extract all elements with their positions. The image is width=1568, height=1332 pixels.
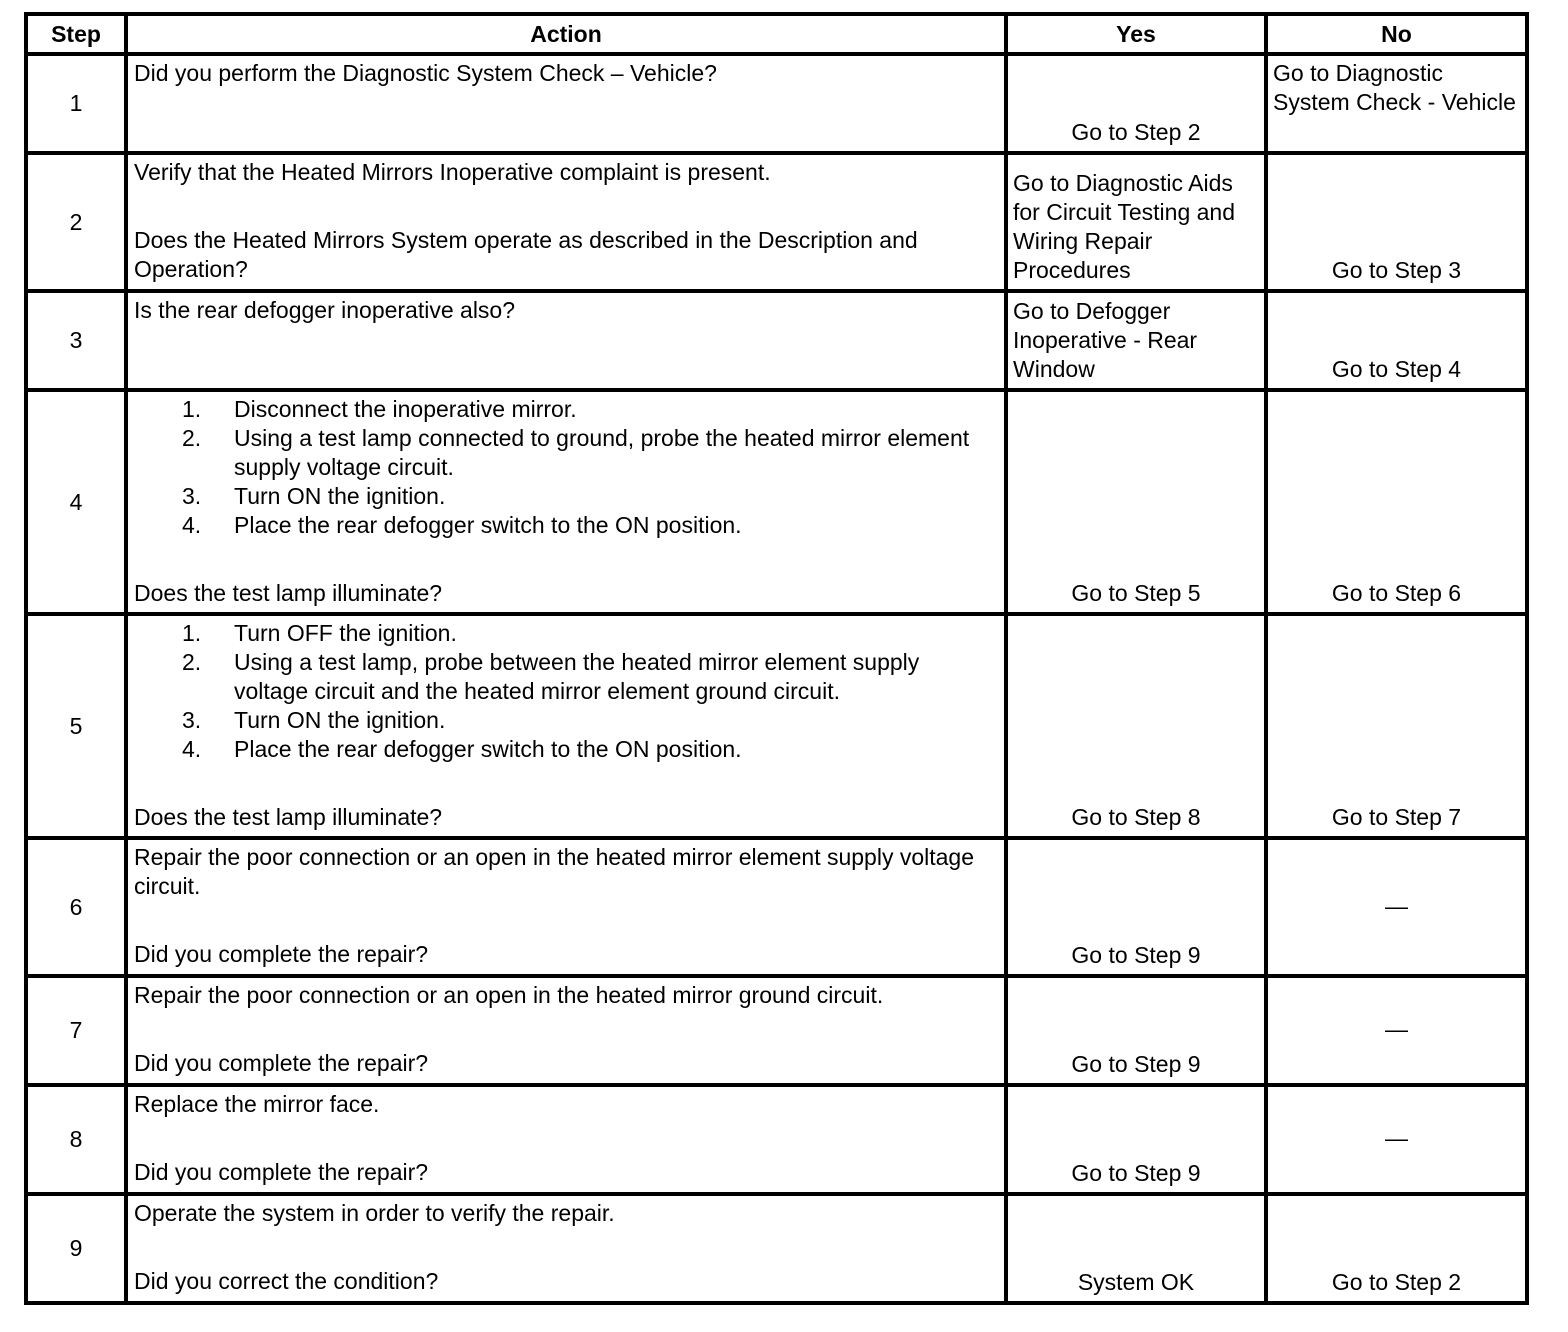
yes-cell: Go to Step 5: [1006, 390, 1266, 614]
step-number: 9: [26, 1194, 126, 1303]
list-item-text: Turn ON the ignition.: [234, 707, 446, 733]
no-cell: —: [1266, 838, 1527, 976]
action-steps-list: [134, 619, 998, 764]
list-number: 4.: [182, 512, 202, 538]
action-text: Operate the system in order to verify the repair.: [134, 1200, 615, 1226]
no-cell: —: [1266, 976, 1527, 1085]
action-cell: [126, 390, 1006, 614]
spacer: [134, 1119, 998, 1158]
list-item-text: Turn OFF the ignition.: [234, 620, 457, 646]
step-number: 4: [26, 390, 126, 614]
list-item-text: Using a test lamp connected to ground, probe the heated mirror element supply voltage circuit.: [234, 425, 970, 480]
action-cell: [126, 153, 1006, 291]
action-cell: [126, 838, 1006, 976]
table-row: [26, 153, 1527, 291]
action-text: Did you perform the Diagnostic System Check – Vehicle?: [134, 60, 717, 86]
list-item: [182, 511, 998, 540]
spacer: [134, 901, 998, 940]
spacer: [134, 187, 998, 226]
header-row: [26, 14, 1527, 54]
yes-cell: Go to Step 9: [1006, 1085, 1266, 1194]
spacer: [134, 764, 998, 803]
list-number: 1.: [182, 620, 202, 646]
list-item-text: Place the rear defogger switch to the ON position.: [234, 736, 742, 762]
yes-cell: Go to Defogger Inoperative - Rear Window: [1006, 291, 1266, 390]
header-yes: Yes: [1006, 14, 1266, 54]
no-cell: Go to Step 3: [1266, 153, 1527, 291]
list-item: [182, 395, 998, 424]
action-text: Verify that the Heated Mirrors Inoperative complaint is present.: [134, 159, 771, 185]
action-question: Does the Heated Mirrors System operate as described in the Description and Operation?: [134, 227, 918, 282]
action-steps-list: [134, 395, 998, 540]
yes-cell: Go to Step 8: [1006, 614, 1266, 838]
action-cell: [126, 1194, 1006, 1303]
list-number: 3.: [182, 707, 202, 733]
action-question: Does the test lamp illuminate?: [134, 804, 443, 830]
action-question: Did you correct the condition?: [134, 1268, 439, 1294]
action-question: Did you complete the repair?: [134, 941, 429, 967]
step-number: 3: [26, 291, 126, 390]
table-row: [26, 291, 1527, 390]
table-row: [26, 614, 1527, 838]
list-item-text: Disconnect the inoperative mirror.: [234, 396, 577, 422]
list-item-text: Using a test lamp, probe between the heated mirror element supply voltage circuit and the heated mirror element ground circuit.: [234, 649, 920, 704]
no-cell: —: [1266, 1085, 1527, 1194]
list-number: 2.: [182, 649, 202, 675]
list-number: 2.: [182, 425, 202, 451]
spacer: [134, 1228, 998, 1267]
list-number: 1.: [182, 396, 202, 422]
action-question: Did you complete the repair?: [134, 1159, 429, 1185]
yes-cell: Go to Step 9: [1006, 838, 1266, 976]
step-number: 7: [26, 976, 126, 1085]
header-no: No: [1266, 14, 1527, 54]
step-number: 1: [26, 54, 126, 153]
action-cell: [126, 54, 1006, 153]
no-cell: Go to Step 4: [1266, 291, 1527, 390]
step-number: 6: [26, 838, 126, 976]
action-cell: [126, 976, 1006, 1085]
list-item-text: Turn ON the ignition.: [234, 483, 446, 509]
table-row: [26, 976, 1527, 1085]
action-text: Repair the poor connection or an open in the heated mirror ground circuit.: [134, 982, 884, 1008]
action-text: Repair the poor connection or an open in the heated mirror element supply voltage circuit.: [134, 844, 975, 899]
step-number: 5: [26, 614, 126, 838]
action-question: Did you complete the repair?: [134, 1050, 429, 1076]
no-cell: Go to Diagnostic System Check - Vehicle: [1266, 54, 1527, 153]
diagnostic-table-container: [24, 12, 1529, 1305]
action-cell: [126, 614, 1006, 838]
yes-cell: Go to Step 2: [1006, 54, 1266, 153]
spacer: [134, 1010, 998, 1049]
action-cell: [126, 1085, 1006, 1194]
action-text: Is the rear defogger inoperative also?: [134, 297, 516, 323]
header-action: Action: [126, 14, 1006, 54]
step-number: 2: [26, 153, 126, 291]
step-number: 8: [26, 1085, 126, 1194]
list-item-text: Place the rear defogger switch to the ON position.: [234, 512, 742, 538]
spacer: [134, 540, 998, 579]
action-cell: [126, 291, 1006, 390]
diagnostic-table: [24, 12, 1529, 1305]
table-row: [26, 1194, 1527, 1303]
table-row: [26, 1085, 1527, 1194]
no-cell: Go to Step 7: [1266, 614, 1527, 838]
yes-cell: Go to Step 9: [1006, 976, 1266, 1085]
list-number: 4.: [182, 736, 202, 762]
table-row: [26, 54, 1527, 153]
table-row: [26, 838, 1527, 976]
list-item: [182, 648, 998, 706]
action-text: Replace the mirror face.: [134, 1091, 380, 1117]
list-number: 3.: [182, 483, 202, 509]
action-question: Does the test lamp illuminate?: [134, 580, 443, 606]
list-item: [182, 735, 998, 764]
list-item: [182, 706, 998, 735]
no-cell: Go to Step 2: [1266, 1194, 1527, 1303]
table-row: [26, 390, 1527, 614]
yes-cell: Go to Diagnostic Aids for Circuit Testing and Wiring Repair Procedures: [1006, 153, 1266, 291]
list-item: [182, 424, 998, 482]
list-item: [182, 619, 998, 648]
no-cell: Go to Step 6: [1266, 390, 1527, 614]
header-step: Step: [26, 14, 126, 54]
list-item: [182, 482, 998, 511]
yes-cell: System OK: [1006, 1194, 1266, 1303]
